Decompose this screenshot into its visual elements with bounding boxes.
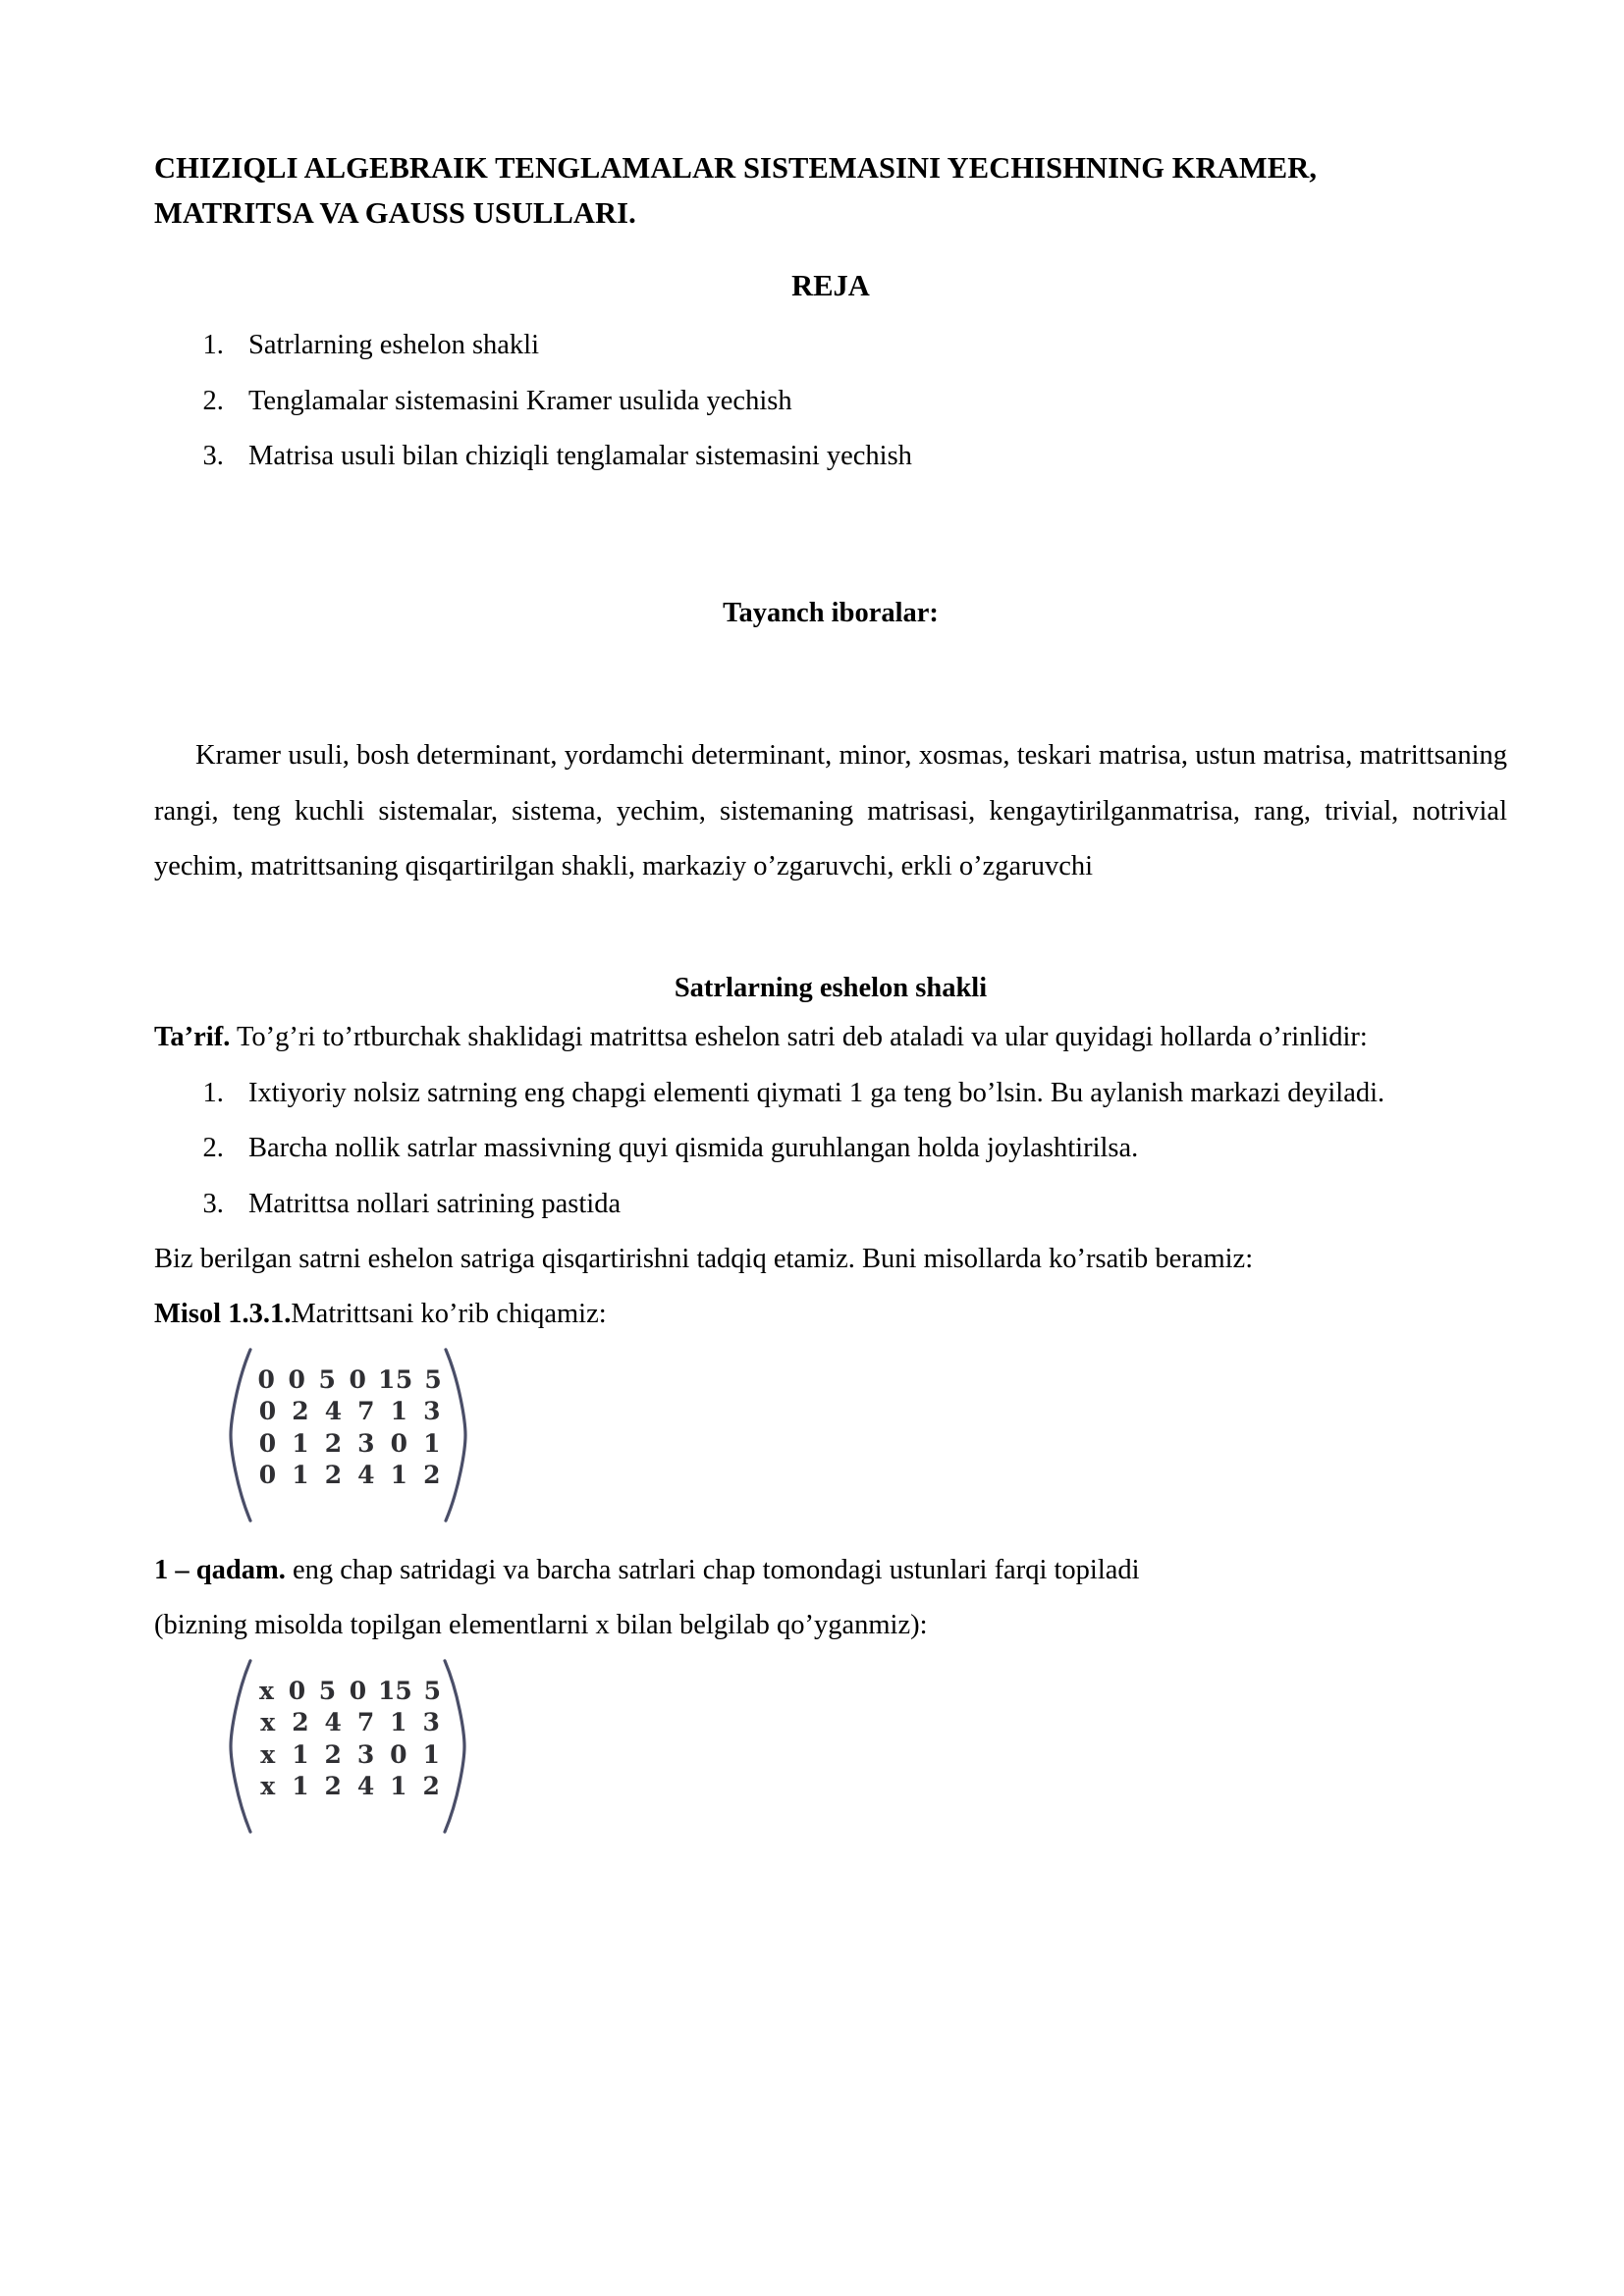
matrix-cell: 7: [357, 1397, 376, 1426]
matrix-cell: 2: [324, 1428, 343, 1458]
matrix-cell: 2: [423, 1461, 442, 1490]
matrix-cell: 3: [423, 1397, 442, 1426]
section-heading: Satrlarning eshelon shakli: [674, 972, 988, 1003]
matrix-cell: 0: [390, 1739, 407, 1769]
matrix-cell: 0: [258, 1397, 277, 1426]
right-paren-icon: [443, 1658, 468, 1835]
example-text: Matrittsani ko’rib chiqamiz:: [291, 1299, 607, 1330]
matrix-2: [227, 1666, 468, 1815]
document-title: [154, 145, 1507, 237]
matrix-cell: 3: [422, 1708, 440, 1737]
matrix-cell: 1: [390, 1461, 408, 1490]
matrix-cell: 0: [390, 1428, 408, 1458]
matrix-cell: 5: [424, 1364, 443, 1394]
matrix-row: [256, 1771, 443, 1803]
matrix-cell: 1: [423, 1428, 442, 1458]
definition-text: To’g’ri to’rtburchak shaklidagi matrittsa eshelon satri deb ataladi va ular quyidagi hollarda o’rinlidir:: [230, 1022, 1368, 1053]
matrix-cell: 1: [390, 1708, 407, 1737]
matrix-cell: x: [260, 1708, 276, 1737]
definition-paragraph: [154, 1010, 1507, 1065]
matrix-cell: 3: [356, 1739, 375, 1769]
list-item: 2. Barcha nollik satrlar massivning quyi qismida guruhlangan holda joylashtirilsa.: [231, 1121, 1507, 1176]
matrix-cell: 2: [324, 1461, 343, 1490]
matrix-cell: 15: [378, 1676, 412, 1705]
matrix-cell: 4: [324, 1708, 342, 1737]
example-paragraph: [154, 1287, 1507, 1342]
plan-heading: REJA: [791, 268, 870, 302]
step-text: eng chap satridagi va barcha satrlari chap tomondagi ustunlari farqi topiladi: [285, 1554, 1140, 1585]
matrix-cell: 4: [324, 1397, 343, 1426]
matrix-cell: 1: [390, 1772, 407, 1801]
list-item: 3. Matrittsa nollari satrining pastida: [231, 1177, 1507, 1232]
left-paren-icon: [227, 1347, 252, 1523]
transition-paragraph: Biz berilgan satrni eshelon satriga qisqartirishni tadqiq etamiz. Buni misollarda ko’rsatib beramiz:: [154, 1244, 1254, 1275]
step-paragraph: [154, 1543, 1507, 1598]
matrix-cell: 3: [357, 1428, 376, 1458]
keywords-heading: Tayanch iboralar:: [723, 597, 939, 628]
matrix-cell: 1: [292, 1739, 309, 1769]
matrix-cell: 4: [356, 1772, 375, 1801]
matrix-cell: 2: [422, 1772, 440, 1801]
right-paren-icon: [444, 1347, 469, 1523]
matrix-cell: 0: [349, 1364, 367, 1394]
spacer: [154, 485, 1507, 593]
spacer: [154, 634, 1507, 728]
matrix-cell: x: [259, 1676, 274, 1705]
left-paren-icon: [227, 1658, 252, 1835]
matrix-cell: 0: [288, 1676, 306, 1705]
matrix-row: [256, 1428, 444, 1461]
matrix-cell: 2: [324, 1739, 342, 1769]
list-item: 1. Satrlarning eshelon shakli: [231, 318, 1507, 373]
list-item: 1. Ixtiyoriy nolsiz satrning eng chapgi elementi qiymati 1 ga teng bo’lsin. Bu aylanish markazi deyiladi.: [231, 1066, 1507, 1121]
example-label: Misol 1.3.1.: [154, 1299, 292, 1330]
matrix-row: [256, 1676, 443, 1708]
matrix-cell: x: [260, 1739, 276, 1769]
document-body: [154, 145, 1507, 1815]
document-title-line-2: MATRITSA VA GAUSS USULLARI.: [154, 196, 636, 231]
list-item: 3. Matrisa usuli bilan chiziqli tenglamalar sistemasini yechish: [231, 429, 1507, 484]
document-title-line-1: CHIZIQLI ALGEBRAIK TENGLAMALAR SISTEMASINI YECHISHNING KRAMER,: [154, 151, 1318, 185]
plan-list: [154, 318, 1507, 484]
matrix-cell: 1: [422, 1739, 440, 1769]
list-item: 2. Tenglamalar sistemasini Kramer usulida yechish: [231, 374, 1507, 429]
matrix-cell: 5: [318, 1676, 337, 1705]
rule-list: [154, 1066, 1507, 1232]
step-label: 1 – qadam.: [154, 1554, 286, 1585]
matrix-cell: 7: [356, 1708, 375, 1737]
matrix-row: [256, 1396, 444, 1428]
matrix-cell: 0: [257, 1364, 276, 1394]
matrix-cell: 5: [318, 1364, 337, 1394]
matrix-1-container: [227, 1355, 1507, 1504]
matrix-2-container: [227, 1666, 1507, 1815]
matrix-cell: 1: [292, 1428, 310, 1458]
matrix-cell: 0: [258, 1461, 277, 1490]
matrix-cell: 5: [423, 1676, 441, 1705]
matrix-cell: 1: [390, 1397, 408, 1426]
matrix-row: [256, 1739, 443, 1772]
keywords-paragraph: Kramer usuli, bosh determinant, yordamchi determinant, minor, xosmas, teskari matrisa, ustun matrisa, matrittsaning rangi, teng kuchli sistemalar, sistema, yechim, sistemaning matrisasi, kengaytirilganmatrisa, rang, trivial, notrivial yechim, matrittsaning qisqartirilgan shakli, markaziy o’zgaruvchi, erkli o’zgaruvchi: [154, 740, 1507, 882]
matrix-cell: 0: [349, 1676, 367, 1705]
matrix-cell: 4: [357, 1461, 376, 1490]
matrix-cell: 1: [292, 1772, 309, 1801]
matrix-cell: x: [260, 1772, 276, 1801]
matrix-cell: 15: [378, 1364, 413, 1394]
matrix-row: [256, 1707, 443, 1739]
spacer: [154, 895, 1507, 966]
matrix-cell: 0: [258, 1428, 277, 1458]
matrix-cell: 2: [292, 1708, 309, 1737]
step-note: (bizning misolda topilgan elementlarni x bilan belgilab qo’yganmiz):: [154, 1610, 928, 1641]
matrix-cell: 0: [288, 1364, 306, 1394]
matrix-1: [227, 1355, 469, 1504]
matrix-cell: 2: [292, 1397, 310, 1426]
matrix-row: [256, 1364, 444, 1397]
matrix-row: [256, 1460, 444, 1492]
definition-label: Ta’rif.: [154, 1022, 231, 1053]
matrix-cell: 1: [292, 1461, 310, 1490]
matrix-cell: 2: [324, 1772, 342, 1801]
